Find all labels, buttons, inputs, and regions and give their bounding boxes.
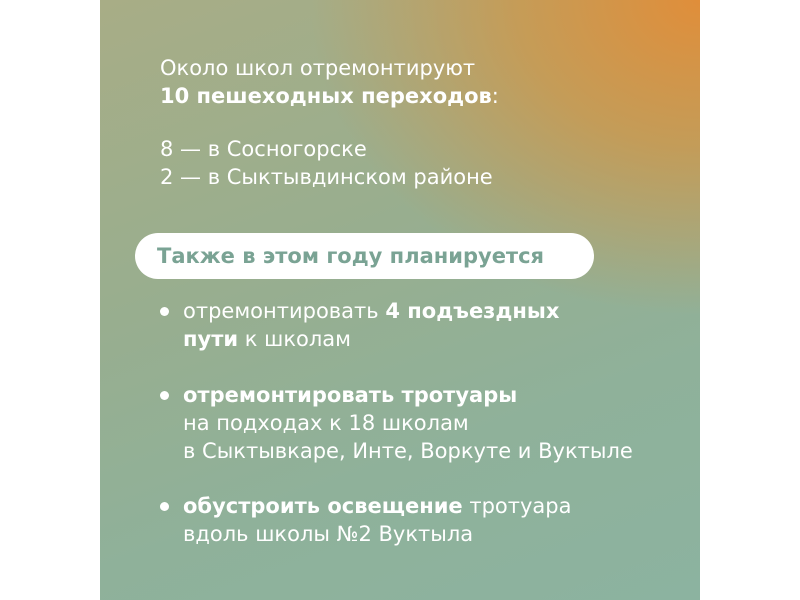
item-2-line-3: в Сыктывкаре, Инте, Воркуте и Вуктыле bbox=[183, 439, 633, 463]
item-1-line-2: пути к школам bbox=[183, 327, 352, 351]
bullet-icon bbox=[160, 307, 169, 316]
section-title-pill bbox=[135, 233, 594, 279]
city-line-syktyvdinsky: 2 — в Сыктывдинском районе bbox=[160, 165, 493, 189]
item-3-line-2: вдоль школы №2 Вуктыла bbox=[183, 522, 474, 546]
item-1-line-1: отремонтировать 4 подъездных bbox=[183, 299, 560, 323]
intro-line-1: Около школ отремонтируют bbox=[160, 56, 476, 80]
crossings-count: 10 пешеходных переходов bbox=[160, 84, 492, 108]
bullet-icon bbox=[160, 391, 169, 400]
infographic-card bbox=[100, 0, 700, 600]
item-3-line-1: обустроить освещение тротуара bbox=[183, 494, 572, 518]
intro-line-2: 10 пешеходных переходов: bbox=[160, 84, 499, 108]
bullet-icon bbox=[160, 502, 169, 511]
item-2-line-1: отремонтировать тротуары bbox=[183, 383, 518, 407]
section-title: Также в этом году планируется bbox=[157, 244, 545, 268]
city-line-sosnogorsk: 8 — в Сосногорске bbox=[160, 137, 367, 161]
item-2-line-2: на подходах к 18 школам bbox=[183, 411, 469, 435]
